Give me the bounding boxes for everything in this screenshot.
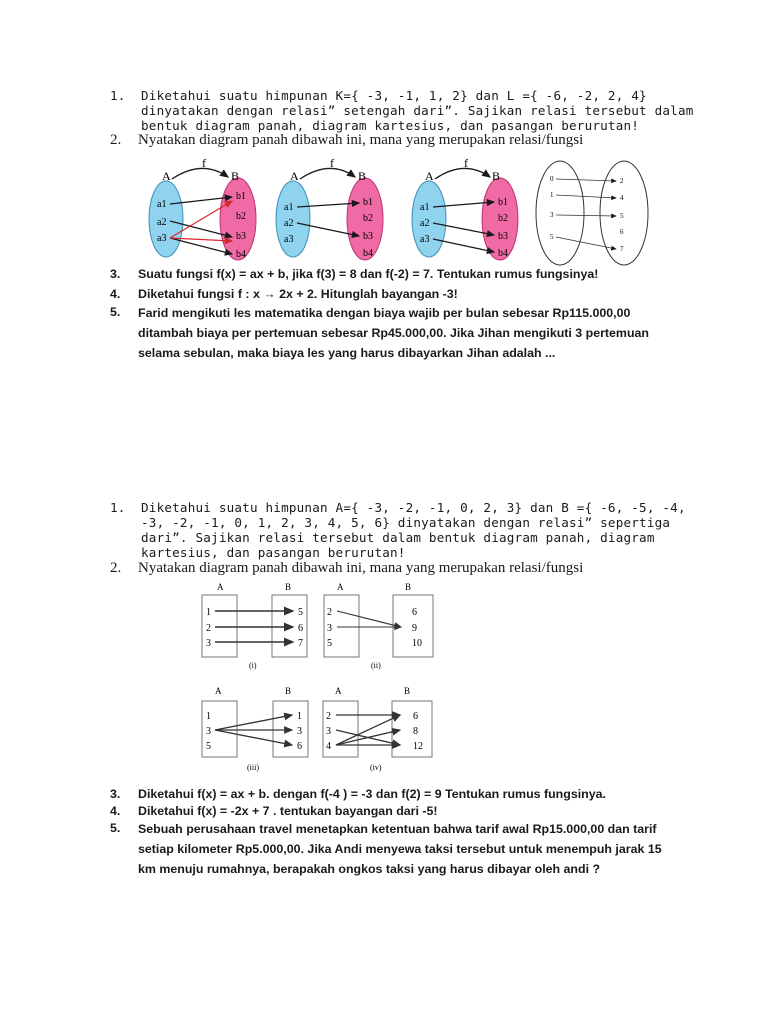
- s2-d3-box-b: [273, 701, 308, 757]
- s1-d2-b3: b3: [363, 231, 373, 242]
- s1-d2-label-b: B: [358, 169, 367, 183]
- s2-d3-right-6: 6: [297, 741, 302, 752]
- s2-d1-left-2: 2: [206, 623, 211, 634]
- s2-q2-text: Nyatakan diagram panah dibawah ini, mana yang merupakan relasi/fungsi: [138, 560, 584, 576]
- s1-d2-b4: b4: [363, 248, 373, 259]
- s2-d1-left-3: 3: [206, 638, 211, 649]
- s1-d1-a2: a2: [157, 217, 167, 228]
- s2-d2-arrow: [337, 611, 401, 627]
- s2-d1-right-5: 5: [298, 607, 303, 618]
- s2-q2-number: 2.: [110, 560, 122, 576]
- s1-q4-text: Diketahui fungsi f : x → 2x + 2. Hitunglah bayangan -3!: [138, 287, 458, 301]
- s2-d4-left-4: 4: [326, 741, 331, 752]
- s2-arrow-diagrams: [195, 582, 455, 782]
- s1-d4-left-0: 0: [550, 175, 554, 183]
- s1-d3-b3: b3: [498, 231, 508, 242]
- s2-d2-left-5: 5: [327, 638, 332, 649]
- s2-diagram-iv: [323, 686, 432, 772]
- s2-d4-arrow: [336, 715, 400, 745]
- s1-d4-left-3: 3: [550, 211, 554, 219]
- s1-q5-number: 5.: [110, 305, 121, 319]
- s2-d4-label-b: B: [404, 686, 411, 696]
- s2-d2-label-b: B: [405, 582, 412, 592]
- s2-d4-right-6: 6: [413, 711, 418, 722]
- s1-q4-number: 4.: [110, 287, 121, 301]
- s1-d1-label-b: B: [231, 169, 240, 183]
- s2-d4-left-2: 2: [326, 711, 331, 722]
- s1-d2-b1: b1: [363, 197, 373, 208]
- s1-d3-b2: b2: [498, 213, 508, 224]
- s1-d3-b1: b1: [498, 197, 508, 208]
- s2-q5-text: Sebuah perusahaan travel menetapkan ketentuan bahwa tarif awal Rp15.000,00 dan tarif setiap kilometer Rp5.000,00. Jika Andi menyewa taksi tersebut untuk menempuh jarak 15 km menuju rumahnya, berapakah ongkos taksi yang harus dibayar oleh andi ?: [138, 822, 662, 876]
- s2-q5-number: 5.: [110, 821, 121, 835]
- s1-q2-number: 2.: [110, 132, 122, 148]
- s1-diagram-3: [412, 156, 518, 260]
- s1-d3-b4: b4: [498, 248, 508, 259]
- s1-d4-right-4: 4: [620, 194, 624, 202]
- s2-d1-right-7: 7: [298, 638, 303, 649]
- s2-d4-label-a: A: [335, 686, 342, 696]
- s2-diagram-i: [202, 582, 307, 670]
- s2-d1-caption: (i): [249, 661, 257, 670]
- s2-d4-right-8: 8: [413, 726, 418, 737]
- s1-d4-arrow: [556, 237, 616, 249]
- s2-d4-caption: (iv): [370, 763, 382, 772]
- s1-d4-left-5: 5: [550, 233, 554, 241]
- s1-d3-label-f: f: [464, 156, 468, 170]
- s1-d1-a3: a3: [157, 233, 167, 244]
- s1-d1-b1: b1: [236, 191, 246, 202]
- s1-d4-arrow: [556, 215, 616, 216]
- s1-d1-b3: b3: [236, 231, 246, 242]
- s1-d1-label-a: A: [162, 169, 171, 183]
- s1-d3-a1: a1: [420, 202, 430, 213]
- s1-d2-a3: a3: [284, 234, 294, 245]
- s2-d1-left-1: 1: [206, 607, 211, 618]
- s1-d4-set-left: [536, 161, 584, 265]
- s2-d2-label-a: A: [337, 582, 344, 592]
- s1-d1-f-arrow: [172, 168, 228, 179]
- s1-d2-label-f: f: [330, 156, 334, 170]
- s2-d2-right-10: 10: [412, 638, 422, 649]
- s1-d2-f-arrow: [300, 168, 355, 179]
- s1-d2-a1: a1: [284, 202, 294, 213]
- s2-d4-right-12: 12: [413, 741, 423, 752]
- s2-q1-text: Diketahui suatu himpunan A={ -3, -2, -1, 0, 2, 3} dan B ={ -6, -5, -4, -3, -2, -1, 0, 1, 2, 3, 4, 5, 6} dinyatakan dengan relasi” sepertiga dari”. Sajikan relasi tersebut dalam bentuk diagram panah, diagram kartesius, dan pasangan berurutan!: [141, 500, 686, 560]
- s2-d4-left-3: 3: [326, 726, 331, 737]
- s1-d1-b4: b4: [236, 249, 246, 260]
- s2-q3-text: Diketahui f(x) = ax + b. dengan f(-4 ) = -3 dan f(2) = 9 Tentukan rumus fungsinya.: [138, 787, 606, 801]
- s2-d4-box-b: [392, 701, 432, 757]
- s2-d3-label-a: A: [215, 686, 222, 696]
- s2-d3-right-1: 1: [297, 711, 302, 722]
- s1-d3-f-arrow: [435, 168, 490, 179]
- s1-diagram-2: [276, 156, 383, 260]
- s1-d3-label-a: A: [425, 169, 434, 183]
- s2-diagram-ii: [324, 582, 433, 670]
- s1-d1-a1: a1: [157, 199, 167, 210]
- s1-d4-left-1: 1: [550, 191, 554, 199]
- s2-d2-left-3: 3: [327, 623, 332, 634]
- s1-d4-arrow: [556, 179, 616, 181]
- s1-q2-text: Nyatakan diagram panah dibawah ini, mana yang merupakan relasi/fungsi: [138, 132, 584, 148]
- s1-d2-b2: b2: [363, 213, 373, 224]
- s2-d2-right-9: 9: [412, 623, 417, 634]
- s1-d4-right-5: 5: [620, 212, 624, 220]
- s1-q5-text: Farid mengikuti les matematika dengan biaya wajib per bulan sebesar Rp115.000,00 ditambah biaya per pertemuan sebesar Rp45.000,00. Jika Jihan mengikuti 3 pertemuan selama sebulan, maka biaya les yang harus dibayarkan Jihan adalah ...: [138, 306, 649, 360]
- s2-d3-arrow: [215, 715, 292, 730]
- s1-diagram-4: [536, 161, 648, 265]
- s1-d4-set-right: [600, 161, 648, 265]
- s1-d3-a2: a2: [420, 218, 430, 229]
- s2-q1-number: 1.: [110, 500, 126, 515]
- s1-d1-b2: b2: [236, 211, 246, 222]
- s2-q4-number: 4.: [110, 804, 121, 818]
- s1-d4-right-7: 7: [620, 245, 624, 253]
- s1-d4-right-6: 6: [620, 228, 624, 236]
- s2-q3-number: 3.: [110, 787, 121, 801]
- s2-d3-arrow: [215, 730, 292, 745]
- s1-d3-label-b: B: [492, 169, 501, 183]
- s2-d3-left-5: 5: [206, 741, 211, 752]
- s2-q4-text: Diketahui f(x) = -2x + 7 . tentukan bayangan dari -5!: [138, 804, 438, 818]
- s1-d2-label-a: A: [290, 169, 299, 183]
- s2-d3-label-b: B: [285, 686, 292, 696]
- s1-d2-a2: a2: [284, 218, 294, 229]
- s1-arrow-diagrams: [140, 155, 640, 270]
- s2-d2-left-2: 2: [327, 607, 332, 618]
- s2-d1-right-6: 6: [298, 623, 303, 634]
- s1-q3-number: 3.: [110, 267, 121, 281]
- s2-d3-caption: (iii): [247, 763, 259, 772]
- s1-q1-text: Diketahui suatu himpunan K={ -3, -1, 1, 2} dan L ={ -6, -2, 2, 4} dinyatakan dengan relasi” setengah dari”. Sajikan relasi tersebut dalam bentuk diagram panah, diagram kartesius, dan pasangan berurutan!: [141, 88, 694, 133]
- s2-d2-right-6: 6: [412, 607, 417, 618]
- s2-d1-label-b: B: [285, 582, 292, 592]
- s2-d2-caption: (ii): [371, 661, 381, 670]
- s2-d3-left-3: 3: [206, 726, 211, 737]
- s2-diagram-iii: [202, 686, 308, 772]
- s1-q1-number: 1.: [110, 88, 126, 103]
- s2-d1-label-a: A: [217, 582, 224, 592]
- s1-diagram-1: [149, 156, 256, 260]
- s1-d3-a3: a3: [420, 234, 430, 245]
- s1-q3-text: Suatu fungsi f(x) = ax + b, jika f(3) = 8 dan f(-2) = 7. Tentukan rumus fungsinya!: [138, 267, 599, 281]
- s2-d3-left-1: 1: [206, 711, 211, 722]
- s1-d1-label-f: f: [202, 156, 206, 170]
- s1-d4-right-2: 2: [620, 177, 624, 185]
- s2-d3-right-3: 3: [297, 726, 302, 737]
- s1-d4-arrow: [556, 195, 616, 198]
